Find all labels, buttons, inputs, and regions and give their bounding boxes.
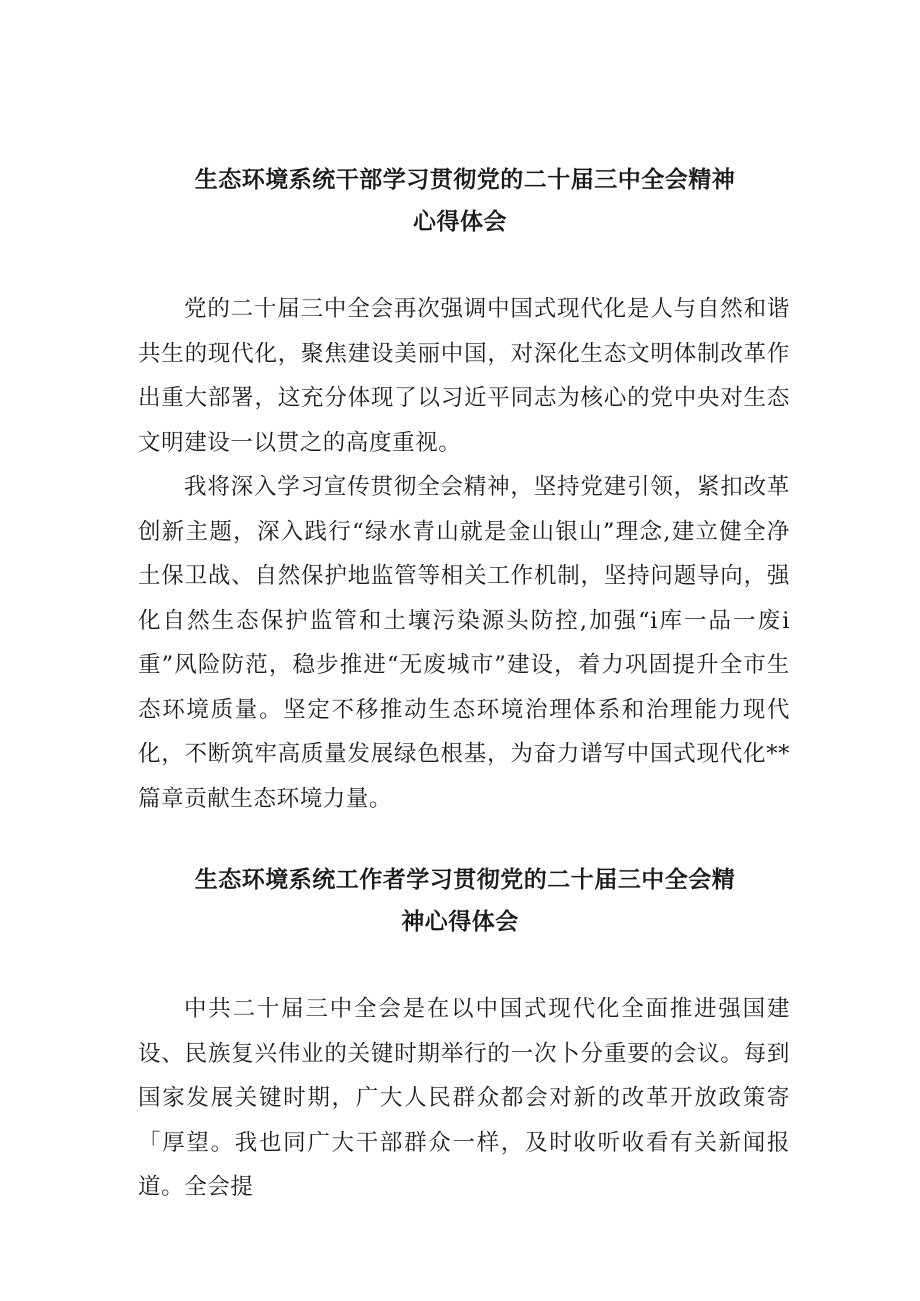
article-1-title-line-1: 生态环境系统干部学习贯彻党的二十届三中全会精神: [194, 167, 736, 193]
article-1-body: [138, 287, 790, 821]
article-2-title-line-1: 生态环境系统工作者学习贯彻党的二十届三中全会精: [194, 867, 736, 893]
article-2-body: [138, 987, 790, 1210]
article-2-title-line-2: 神心得体会: [401, 909, 519, 935]
article-1-paragraph: 党的二十届三中全会再次强调中国式现代化是人与自然和谐共生的现代化，聚焦建设美丽中国，对深化生态文明体制改革作出重大部署，这充分体现了以习近平同志为核心的党中央对生态文明建设一以贯之的高度重视。: [138, 296, 790, 456]
article-1-title-line-2: 心得体会: [413, 209, 507, 235]
article-2-paragraph: 中共二十届三中全会是在以中国式现代化全面推进强国建设、民族复兴伟业的关键时期举行的一次卜分重要的会议。每到国家发展关键时期，广大人民群众都会对新的改革开放政策寄「厚望。我也同广大干部群众一样，及时收听收看有关新闻报道。全会提: [138, 996, 790, 1200]
article-1-title: [0, 159, 920, 243]
article-2-title: [0, 859, 920, 943]
article-1-paragraph: 我将深入学习宣传贯彻全会精神，坚持党建引领，紧扣改革创新主题，深入践行“绿水青山就是金山银山”理念,建立健全净土保卫战、自然保护地监管等相关工作机制，坚持问题导向，强化自然生态保护监管和土壤污染源头防控,加强“i库一品一废i重”风险防范，稳步推进“无废城市”建设，着力巩固提升全市生态环境质量。坚定不移推动生态环境治理体系和治理能力现代化，不断筑牢高质量发展绿色根基，为奋力谱写中国式现代化**篇章贡献生态环境力量。: [138, 474, 790, 812]
